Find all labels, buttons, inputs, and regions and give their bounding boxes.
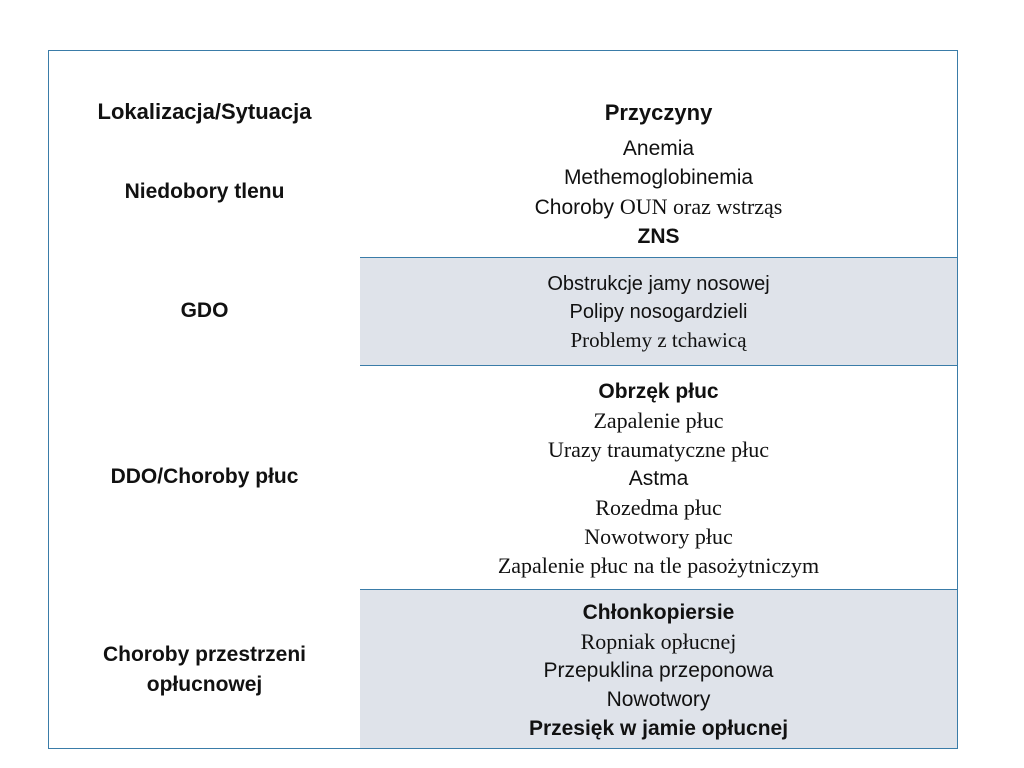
cause-item: Rozedma płuc [595, 494, 722, 520]
header-location [49, 51, 360, 127]
causes-table [48, 50, 958, 749]
row-label-text: opłucnowej [146, 672, 263, 696]
cause-item: Polipy nosogardzieli [569, 301, 748, 323]
table-row [49, 127, 957, 257]
cause-item [535, 192, 783, 222]
cause-item: Problemy z tchawicą [570, 328, 747, 352]
cause-item: Chłonkopiersie [582, 601, 735, 624]
cause-item: Zapalenie płuc na tle pasożytniczym [497, 552, 820, 578]
cause-item: Anemia [622, 136, 695, 160]
row-label [49, 589, 360, 749]
row-causes [360, 127, 957, 257]
cause-item: Obrzęk płuc [598, 379, 719, 403]
row-label [49, 365, 360, 589]
row-label-text: GDO [180, 299, 229, 322]
header-location-text: Lokalizacja/Sytuacja [97, 99, 312, 124]
row-label-text: Niedobory tlenu [124, 180, 285, 203]
table-row [49, 365, 957, 589]
table-row [49, 589, 957, 749]
cause-item: Methemoglobinemia [563, 165, 754, 189]
table-row [49, 257, 957, 365]
cause-item: Nowotwory płuc [584, 523, 733, 549]
cause-item: Obstrukcje jamy nosowej [547, 273, 770, 295]
table-header-row [49, 51, 957, 127]
row-label-text: DDO/Choroby płuc [110, 465, 299, 488]
cause-item: Przesięk w jamie opłucnej [528, 717, 789, 740]
row-label [49, 257, 360, 365]
row-causes [360, 257, 957, 366]
cause-item-part: Choroby [534, 195, 615, 219]
header-causes [360, 51, 957, 127]
cause-item: Ropniak opłucnej [580, 629, 737, 654]
cause-item: Przepuklina przeponowa [543, 659, 774, 682]
cause-item: Urazy traumatyczne płuc [547, 436, 770, 462]
row-label-text: Choroby przestrzeni [102, 642, 307, 666]
cause-item: Zapalenie płuc [593, 407, 724, 433]
cause-item-part: OUN oraz wstrząs [619, 193, 783, 219]
cause-item: Astma [628, 466, 689, 490]
row-causes [360, 365, 957, 590]
header-causes-text: Przyczyny [604, 100, 713, 125]
row-label [49, 127, 360, 257]
cause-item: ZNS [637, 224, 680, 248]
cause-item: Nowotwory [606, 688, 711, 711]
row-causes [360, 589, 957, 749]
